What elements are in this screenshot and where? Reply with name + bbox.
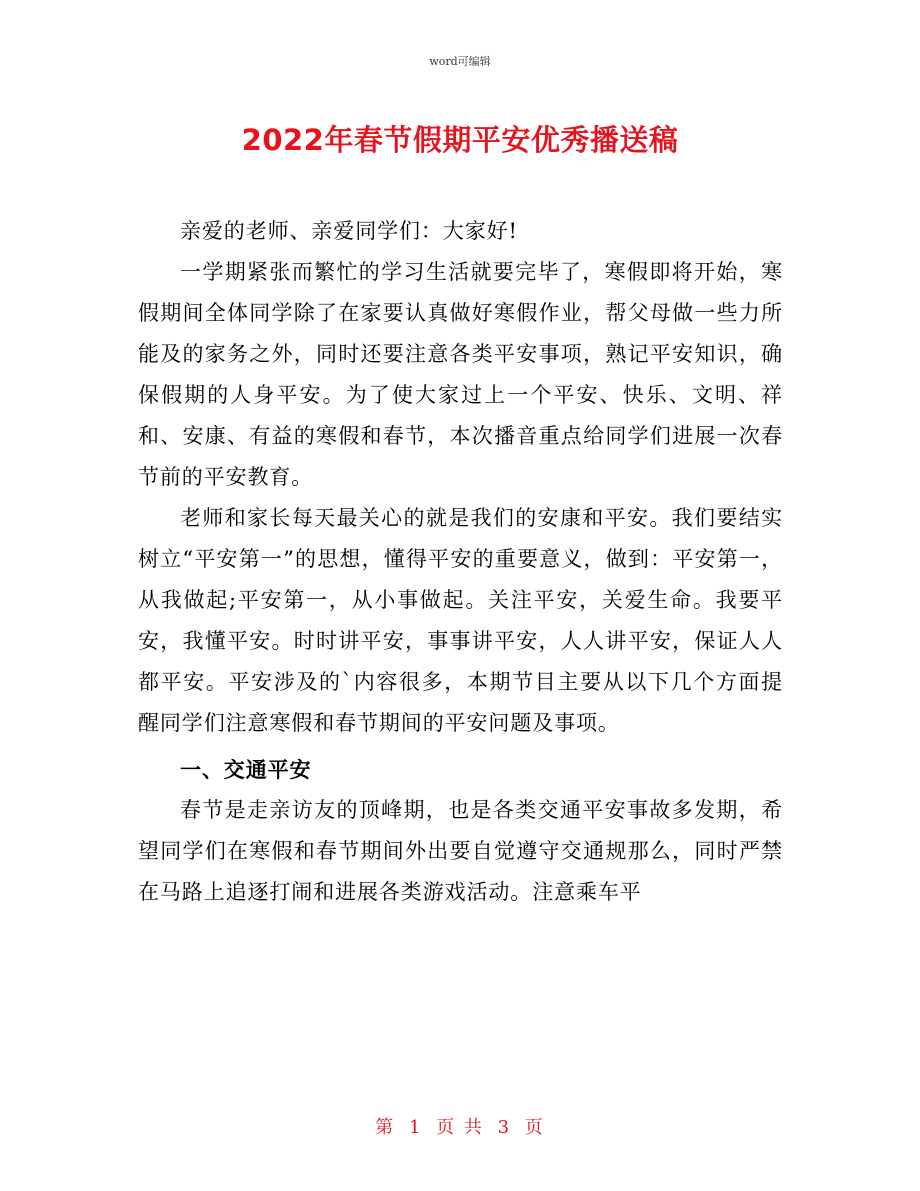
section-heading-traffic: 一、交通平安	[180, 757, 312, 782]
footer-prefix: 第	[375, 1117, 396, 1138]
traffic-paragraph: 春节是走亲访友的顶峰期，也是各类交通平安事故多发期，希望同学们在寒假和春节期间外出要自觉遵守交通规那么，同时严禁在马路上追逐打闹和进展各类游戏活动。注意乘车平	[138, 798, 783, 904]
greeting-paragraph: 亲爱的老师、亲爱同学们：大家好!	[180, 219, 518, 243]
document-body	[138, 211, 783, 913]
footer-page-total: 3	[497, 1117, 512, 1138]
footer-middle: 页 共	[436, 1117, 484, 1138]
page-title: 2022年春节假期平安优秀播送稿	[241, 123, 679, 157]
safety-paragraph: 老师和家长每天最关心的就是我们的安康和平安。我们要结实树立“平安第一”的思想，懂得平安的重要意义，做到：平安第一，从我做起;平安第一，从小事做起。关注平安，关爱生命。我要平安，我懂平安。时时讲平安，事事讲平安，人人讲平安，保证人人都平安。平安涉及的`内容很多，本期节目主要从以下几个方面提醒同学们注意寒假和春节期间的平安问题及事项。	[138, 506, 783, 735]
footer-page-current: 1	[408, 1117, 423, 1138]
footer-suffix: 页	[524, 1117, 545, 1138]
page-footer	[0, 1113, 920, 1139]
header-note: word可编辑	[429, 55, 491, 68]
intro-paragraph: 一学期紧张而繁忙的学习生活就要完毕了，寒假即将开始，寒假期间全体同学除了在家要认真做好寒假作业，帮父母做一些力所能及的家务之外，同时还要注意各类平安事项，熟记平安知识，确保假期的人身平安。为了使大家过上一个平安、快乐、文明、祥和、安康、有益的寒假和春节，本次播音重点给同学们进展一次春节前的平安教育。	[138, 260, 783, 489]
